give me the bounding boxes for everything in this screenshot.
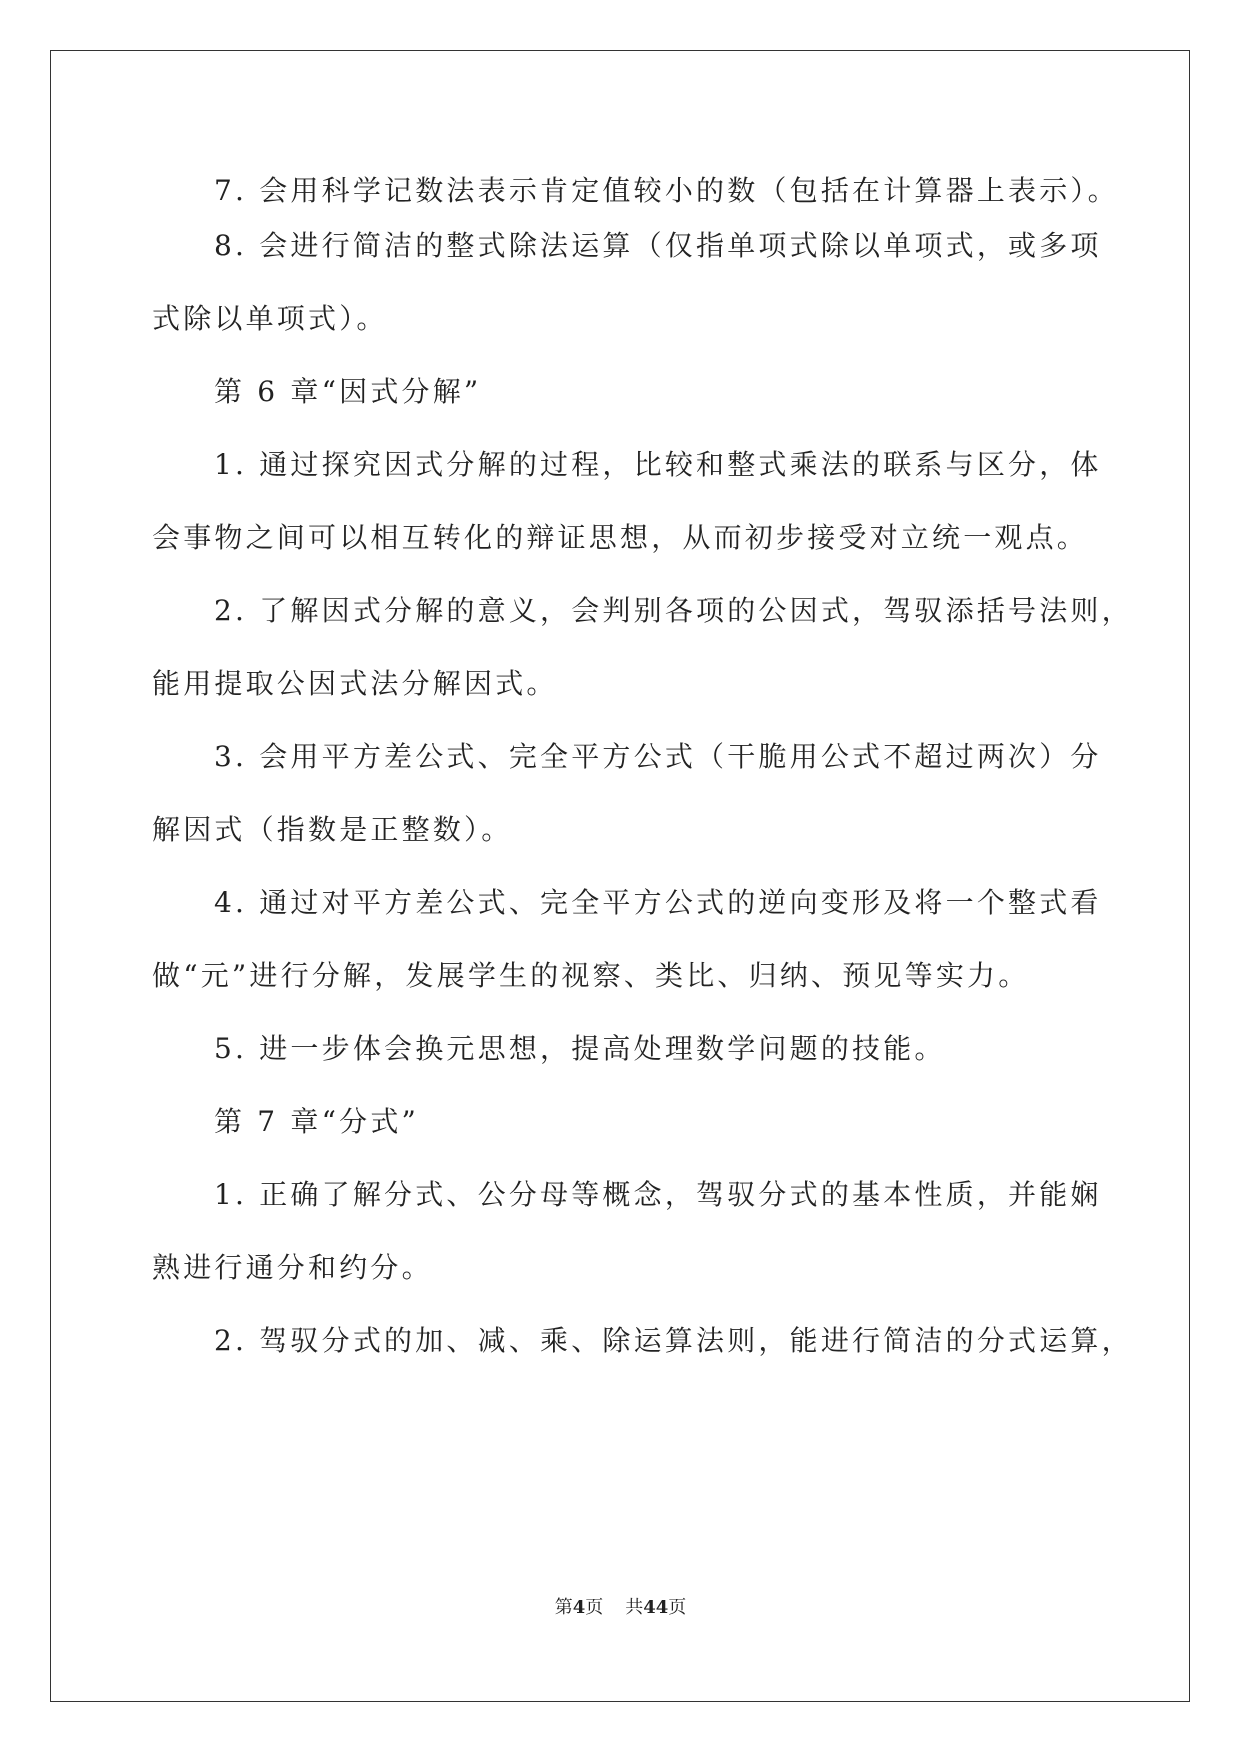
footer-total-suffix: 页	[668, 1597, 687, 1618]
footer-page-suffix: 页	[585, 1597, 604, 1618]
paragraph-line: 式除以单项式）。	[152, 302, 388, 335]
paragraph-line: 能用提取公因式法分解因式。	[152, 667, 558, 700]
paragraph-line: 1. 正确了解分式、公分母等概念，驾驭分式的基本性质，并能娴	[214, 1178, 1102, 1211]
paragraph-line: 1. 通过探究因式分解的过程，比较和整式乘法的联系与区分，体	[214, 448, 1102, 481]
page-footer	[0, 1596, 1241, 1620]
paragraph-line: 熟进行通分和约分。	[152, 1251, 433, 1284]
paragraph-line: 5. 进一步体会换元思想，提高处理数学问题的技能。	[214, 1032, 946, 1065]
paragraph-line: 3. 会用平方差公式、完全平方公式（干脆用公式不超过两次）分	[214, 740, 1102, 773]
footer-page-number: 4	[572, 1597, 586, 1618]
paragraph-line: 2. 了解因式分解的意义，会判别各项的公因式，驾驭添括号法则，	[214, 594, 1133, 627]
paragraph-line: 会事物之间可以相互转化的辩证思想，从而初步接受对立统一观点。	[152, 521, 1089, 554]
paragraph-line: 8. 会进行简洁的整式除法运算（仅指单项式除以单项式，或多项	[214, 229, 1102, 262]
footer-total-pages: 44	[643, 1597, 669, 1618]
section-heading: 第 6 章“因式分解”	[214, 375, 482, 408]
footer-page-prefix: 第	[554, 1597, 573, 1618]
paragraph-line: 解因式（指数是正整数）。	[152, 813, 513, 846]
section-heading: 第 7 章“分式”	[214, 1105, 420, 1138]
paragraph-line: 4. 通过对平方差公式、完全平方公式的逆向变形及将一个整式看	[214, 886, 1102, 919]
paragraph-line: 2. 驾驭分式的加、减、乘、除运算法则，能进行简洁的分式运算，	[214, 1324, 1133, 1357]
paragraph-line: 做“元”进行分解，发展学生的视察、类比、归纳、预见等实力。	[152, 959, 1030, 992]
footer-total-prefix: 共	[625, 1597, 644, 1618]
paragraph-line: 7. 会用科学记数法表示肯定值较小的数（包括在计算器上表示）。	[214, 174, 1119, 207]
page-border	[50, 50, 1190, 1702]
